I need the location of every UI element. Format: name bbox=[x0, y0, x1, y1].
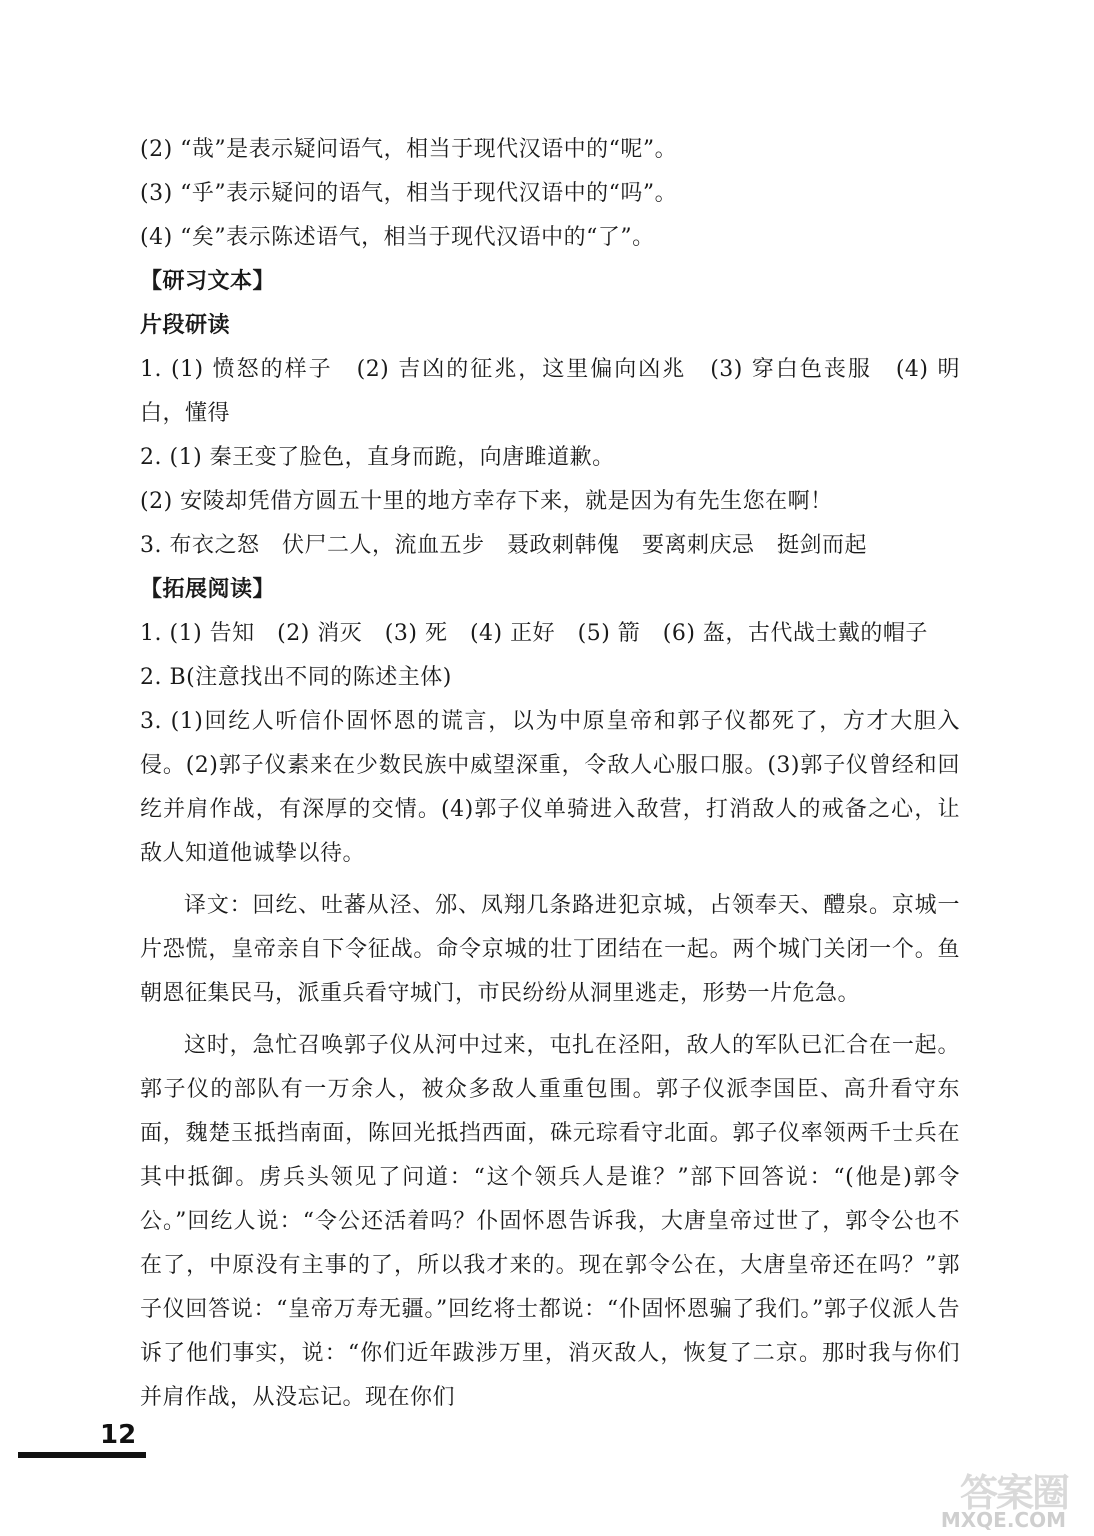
yanxi-item-2a: 2. (1) 秦王变了脸色，直身而跪，向唐雎道歉。 bbox=[140, 445, 615, 470]
yanxi-item-2b: (2) 安陵却凭借方圆五十里的地方幸存下来，就是因为有先生您在啊！ bbox=[140, 489, 833, 514]
yanxi-item-1: 1. (1) 愤怒的样子 (2) 吉凶的征兆，这里偏向凶兆 (3) 穿白色丧服 (4) 明白，懂得 bbox=[140, 357, 960, 426]
page-content bbox=[140, 128, 960, 1420]
watermark-logo: 答案圈 bbox=[959, 1471, 1068, 1515]
section-heading-yanxi: 【研习文本】 bbox=[140, 269, 276, 294]
subheading-pianduan: 片段研读 bbox=[140, 313, 231, 338]
translation-paragraph-2: 这时，急忙召唤郭子仪从河中过来，屯扎在泾阳，敌人的军队已汇合在一起。郭子仪的部队有一万余人，被众多敌人重重包围。郭子仪派李国臣、高升看守东面，魏楚玉抵挡南面，陈回光抵挡西面，硃元琮看守北面。郭子仪率领两千士兵在其中抵御。虏兵头领见了问道：“这个领兵人是谁？”部下回答说：“(他是)郭令公。”回纥人说：“令公还活着吗？仆固怀恩告诉我，大唐皇帝过世了，郭令公也不在了，中原没有主事的了，所以我才来的。现在郭令公在，大唐皇帝还在吗？”郭子仪回答说：“皇帝万寿无疆。”回纥将士都说：“仆固怀恩骗了我们。”郭子仪派人告诉了他们事实，说：“你们近年跋涉万里，消灭敌人，恢复了二京。那时我与你们并肩作战，从没忘记。现在你们 bbox=[140, 1033, 960, 1410]
watermark-url: MXQE.COM bbox=[940, 1508, 1066, 1532]
watermark bbox=[928, 1462, 1078, 1532]
yanxi-item-3: 3. 布衣之怒 伏尸二人，流血五步 聂政刺韩傀 要离刺庆忌 挺剑而起 bbox=[140, 533, 867, 558]
answer-line-4: (4) “矣”表示陈述语气，相当于现代汉语中的“了”。 bbox=[140, 225, 655, 250]
answer-line-2: (2) “哉”是表示疑问语气，相当于现代汉语中的“呢”。 bbox=[140, 137, 678, 162]
tuozhan-item-3: 3. (1)回纥人听信仆固怀恩的谎言，以为中原皇帝和郭子仪都死了，方才大胆入侵。(2)郭子仪素来在少数民族中威望深重，令敌人心服口服。(3)郭子仪曾经和回纥并肩作战，有深厚的交情。(4)郭子仪单骑进入敌营，打消敌人的戒备之心，让敌人知道他诚挚以待。 bbox=[140, 709, 960, 866]
tuozhan-item-2: 2. B(注意找出不同的陈述主体) bbox=[140, 665, 452, 690]
tuozhan-item-1: 1. (1) 告知 (2) 消灭 (3) 死 (4) 正好 (5) 箭 (6) 盔，古代战士戴的帽子 bbox=[140, 621, 928, 646]
answer-line-3: (3) “乎”表示疑问的语气，相当于现代汉语中的“吗”。 bbox=[140, 181, 678, 206]
footer-rule bbox=[18, 1452, 146, 1458]
translation-paragraph-1: 译文：回纥、吐蕃从泾、邠、凤翔几条路进犯京城，占领奉天、醴泉。京城一片恐慌，皇帝亲自下令征战。命令京城的壮丁团结在一起。两个城门关闭一个。鱼朝恩征集民马，派重兵看守城门，市民纷纷从洞里逃走，形势一片危急。 bbox=[140, 893, 960, 1006]
page-number: 12 bbox=[100, 1420, 137, 1450]
section-heading-tuozhan: 【拓展阅读】 bbox=[140, 577, 276, 602]
